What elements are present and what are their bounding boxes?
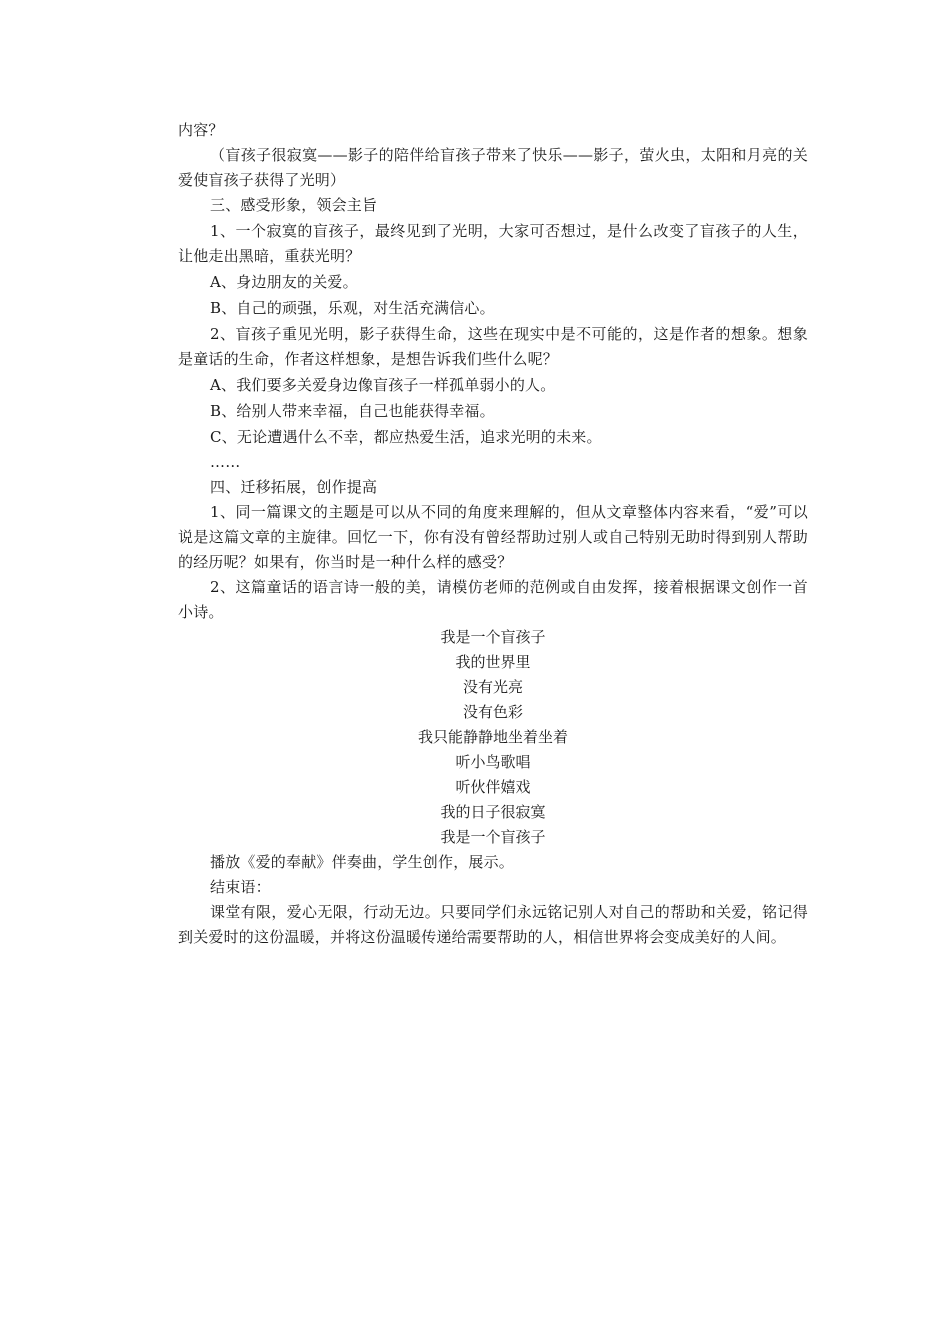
answer-item: A、我们要多关爱身边像盲孩子一样孤单弱小的人。 <box>210 376 556 394</box>
question-paragraph: 1、同一篇课文的主题是可以从不同的角度来理解的，但从文章整体内容来看，“爱”可以说是这篇文章的主旋律。回忆一下，你有没有曾经帮助过别人或自己特别无助时得到别人帮助的经历呢？如果有，你当时是一种什么样的感受？ <box>178 503 808 571</box>
poem-line: 听伙伴嬉戏 <box>455 778 531 796</box>
poem <box>178 625 808 850</box>
question-paragraph: 1、一个寂寞的盲孩子，最终见到了光明，大家可否想过，是什么改变了盲孩子的人生，让他走出黑暗，重获光明？ <box>178 222 808 265</box>
section-heading: 三、感受形象，领会主旨 <box>210 196 378 214</box>
ellipsis: …… <box>210 453 241 471</box>
document-page <box>178 118 808 950</box>
poem-line: 我是一个盲孩子 <box>440 828 546 846</box>
document-body-top <box>178 118 808 625</box>
paragraph: （盲孩子很寂寞——影子的陪伴给盲孩子带来了快乐——影子，萤火虫，太阳和月亮的关爱使盲孩子获得了光明） <box>178 146 808 189</box>
answer-item: B、自己的顽强，乐观，对生活充满信心。 <box>210 299 495 317</box>
closing-heading: 结束语： <box>210 878 271 896</box>
question-paragraph: 2、这篇童话的语言诗一般的美，请模仿老师的范例或自由发挥，接着根据课文创作一首小诗。 <box>178 578 808 621</box>
answer-item: A、身边朋友的关爱。 <box>210 273 358 291</box>
poem-line: 没有色彩 <box>462 703 523 721</box>
paragraph: 播放《爱的奉献》伴奏曲，学生创作，展示。 <box>210 853 515 871</box>
question-paragraph: 2、盲孩子重见光明，影子获得生命，这些在现实中是不可能的，这是作者的想象。想象是童话的生命，作者这样想象，是想告诉我们些什么呢？ <box>178 325 808 368</box>
poem-line: 没有光亮 <box>462 678 523 696</box>
poem-line: 我是一个盲孩子 <box>440 628 546 646</box>
poem-line: 听小鸟歌唱 <box>455 753 531 771</box>
section-heading: 四、迁移拓展，创作提高 <box>210 478 378 496</box>
closing-paragraph: 课堂有限，爱心无限，行动无边。只要同学们永远铭记别人对自己的帮助和关爱，铭记得到关爱时的这份温暖，并将这份温暖传递给需要帮助的人，相信世界将会变成美好的人间。 <box>178 903 808 946</box>
poem-line: 我只能静静地坐着坐着 <box>417 728 568 746</box>
paragraph: 内容？ <box>178 121 224 139</box>
answer-item: C、无论遭遇什么不幸，都应热爱生活，追求光明的未来。 <box>210 428 602 446</box>
answer-item: B、给别人带来幸福，自己也能获得幸福。 <box>210 402 495 420</box>
poem-line: 我的世界里 <box>455 653 531 671</box>
document-body-bottom <box>178 850 808 950</box>
poem-line: 我的日子很寂寞 <box>440 803 546 821</box>
